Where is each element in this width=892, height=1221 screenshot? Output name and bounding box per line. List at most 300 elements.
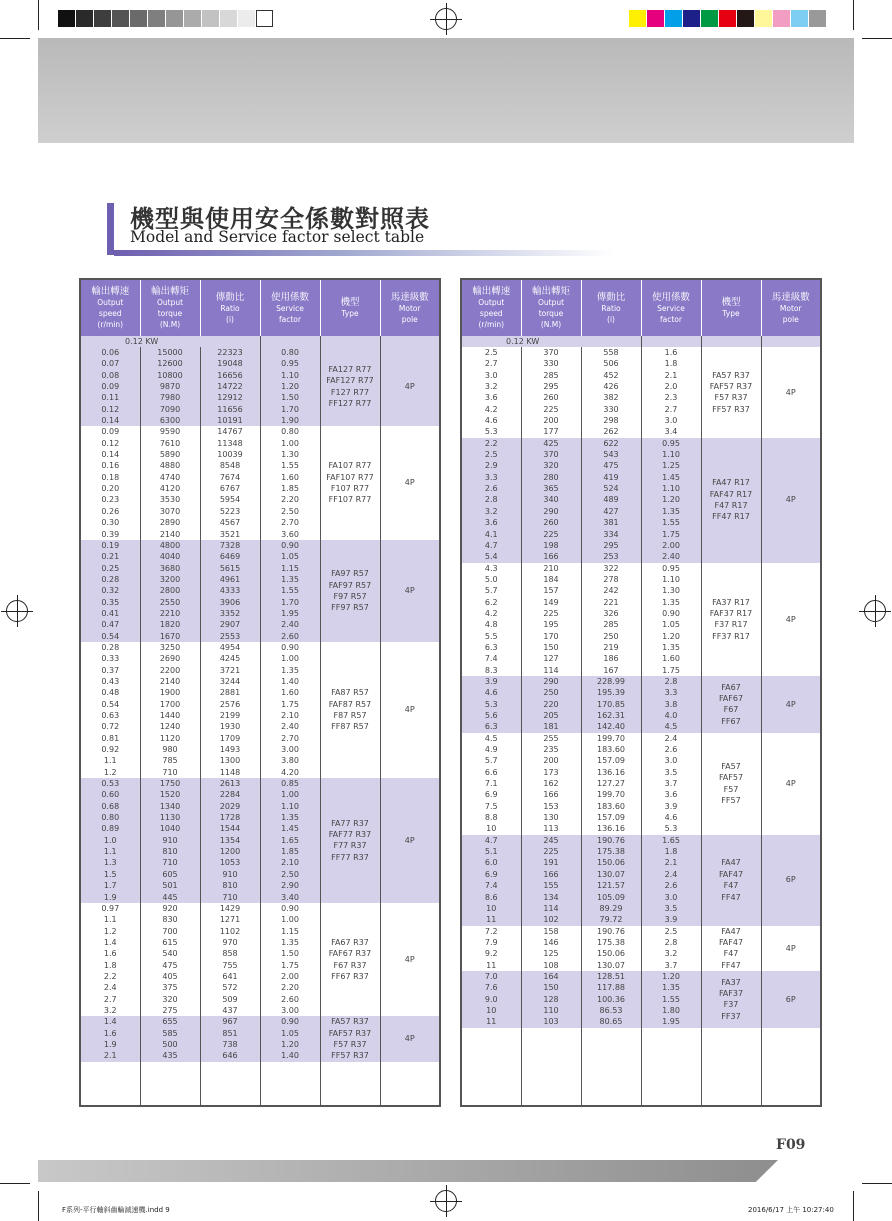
ratio-value: 6469: [219, 552, 241, 562]
ratio-value: 1930: [219, 722, 241, 732]
speed-value: 4.6: [484, 688, 498, 698]
speed-value: 2.8: [484, 495, 498, 505]
service-factor-value: 0.90: [662, 608, 680, 618]
speed-value: 1.9: [103, 1039, 117, 1049]
motor-pole: 6P: [785, 875, 796, 885]
registration-mark-icon: [6, 600, 28, 622]
speed-cell: [461, 676, 521, 733]
ratio-cell: [581, 733, 641, 835]
speed-value: 6.0: [484, 858, 498, 868]
ratio-value: 1728: [219, 813, 241, 823]
column-header: [701, 279, 761, 336]
torque-cell: [521, 563, 581, 676]
service-factor-value: 3.4: [664, 427, 678, 437]
torque-value: 500: [162, 1039, 178, 1049]
service-factor-value: 2.0: [664, 382, 678, 392]
empty-cell: [260, 1062, 320, 1106]
service-factor-value: 1.00: [281, 790, 299, 800]
service-factor-value: 1.75: [662, 665, 680, 675]
ratio-value: 190.76: [597, 835, 625, 845]
service-factor-value: 3.6: [664, 790, 678, 800]
torque-value: 157: [543, 586, 559, 596]
service-factor-value: 2.60: [281, 631, 299, 641]
speed-value: 0.12: [101, 438, 120, 448]
speed-value: 0.92: [101, 745, 120, 755]
speed-value: 1.1: [103, 756, 117, 766]
column-header-en: Motor: [779, 303, 802, 313]
ratio-value: 967: [222, 1017, 238, 1027]
torque-value: 155: [543, 881, 559, 891]
ratio-value: 190.76: [597, 926, 625, 936]
service-factor-value: 3.9: [664, 915, 678, 925]
service-factor-value: 2.40: [281, 722, 299, 732]
power-row-cell: [260, 336, 320, 347]
column-header-en: Motor: [398, 303, 421, 313]
motor-pole-cell: [761, 971, 821, 1028]
torque-value: 128: [543, 994, 559, 1004]
service-factor-value: 0.90: [281, 642, 299, 652]
ratio-value: 3721: [219, 665, 241, 675]
ratio-value: 382: [603, 393, 619, 403]
service-factor-value: 1.35: [662, 506, 680, 516]
ratio-value: 228.99: [597, 676, 625, 686]
torque-cell: [521, 835, 581, 926]
model-type: FF67: [721, 716, 741, 726]
torque-cell: [521, 676, 581, 733]
speed-value: 0.08: [101, 370, 120, 380]
speed-value: 3.2: [484, 382, 498, 392]
service-factor-value: 1.10: [662, 450, 680, 460]
table-row-group: [80, 1016, 440, 1061]
speed-value: 0.35: [101, 597, 120, 607]
speed-value: 0.18: [101, 472, 120, 482]
ratio-value: 199.70: [597, 733, 625, 743]
service-factor-value: 1.40: [281, 676, 299, 686]
speed-value: 0.37: [101, 665, 120, 675]
column-header-en: factor: [279, 314, 301, 324]
service-factor-value: 2.50: [281, 506, 299, 516]
service-factor-value: 3.00: [281, 1005, 299, 1015]
model-type: FA87 R57: [331, 688, 369, 698]
ratio-value: 419: [603, 472, 619, 482]
ratio-value: 2029: [219, 801, 241, 811]
ratio-value: 3244: [219, 676, 241, 686]
speed-value: 0.81: [101, 733, 120, 743]
torque-cell: [140, 347, 200, 426]
torque-value: 170: [543, 631, 559, 641]
color-bar-gray: [58, 10, 274, 27]
torque-value: 150: [543, 642, 559, 652]
column-header-zh: 傳動比: [596, 291, 626, 303]
motor-pole-cell: [761, 563, 821, 676]
speed-value: 6.3: [484, 642, 498, 652]
ratio-value: 1493: [219, 745, 241, 755]
column-header-en: (r/min): [478, 320, 505, 329]
speed-value: 3.6: [484, 393, 498, 403]
service-factor-value: 2.10: [281, 711, 299, 720]
torque-value: 435: [162, 1051, 178, 1061]
service-factor-value: 3.0: [664, 892, 678, 902]
speed-cell: [80, 903, 140, 1016]
service-factor-value: 2.90: [281, 881, 299, 891]
service-factor-value: 1.00: [281, 654, 299, 664]
ratio-cell: [200, 540, 260, 642]
table-row-group: [80, 642, 440, 778]
torque-cell: [140, 1016, 200, 1061]
ratio-value: 183.60: [597, 801, 625, 811]
motor-pole-cell: [761, 347, 821, 438]
speed-value: 0.28: [101, 574, 120, 584]
speed-value: 5.7: [484, 756, 498, 766]
service-factor-value: 2.00: [662, 540, 680, 550]
ratio-cell: [581, 926, 641, 971]
torque-value: 146: [543, 937, 559, 947]
torque-cell: [521, 926, 581, 971]
speed-value: 7.2: [484, 926, 498, 936]
speed-value: 1.5: [103, 869, 117, 879]
torque-value: 6300: [159, 416, 181, 426]
registration-mark-icon: [864, 600, 886, 622]
ratio-cell: [581, 563, 641, 676]
empty-cell: [461, 1028, 521, 1106]
column-header-zh: 馬達級數: [771, 291, 810, 303]
model-type: FA67 R37: [331, 937, 369, 947]
torque-value: 320: [543, 461, 559, 471]
service-factor-value: 4.5: [664, 722, 678, 732]
model-type: FAF47: [718, 869, 744, 879]
ratio-value: 1429: [219, 903, 241, 913]
speed-value: 4.7: [484, 540, 498, 550]
model-type: F97 R57: [333, 591, 367, 601]
torque-value: 191: [543, 858, 559, 868]
power-row-cell: [701, 336, 761, 347]
service-factor-value: 1.20: [662, 631, 680, 641]
service-factor-cell: [260, 540, 320, 642]
torque-value: 10800: [157, 370, 183, 380]
speed-value: 0.39: [101, 529, 120, 539]
service-factor-value: 3.9: [664, 801, 678, 811]
torque-value: 1820: [159, 620, 181, 630]
speed-cell: [461, 926, 521, 971]
ratio-value: 175.38: [597, 847, 625, 857]
ratio-value: 7674: [219, 472, 241, 482]
torque-value: 320: [162, 994, 178, 1004]
ratio-value: 851: [222, 1028, 238, 1038]
column-header-en: Output: [97, 298, 124, 307]
ratio-value: 195.39: [597, 688, 625, 698]
ratio-value: 3521: [219, 529, 241, 539]
torque-value: 280: [543, 472, 559, 482]
speed-value: 2.6: [484, 484, 498, 494]
gray-swatch: [58, 10, 75, 27]
speed-value: 0.26: [101, 506, 120, 516]
service-factor-value: 1.55: [662, 518, 680, 528]
model-type: F47: [723, 881, 739, 891]
service-factor-value: 1.35: [662, 642, 680, 652]
model-type: FA77 R37: [331, 818, 369, 828]
service-factor-value: 1.45: [662, 472, 680, 482]
ratio-value: 86.53: [599, 1005, 623, 1015]
model-type: F127 R77: [330, 387, 370, 397]
model-type-cell: [701, 835, 761, 926]
torque-value: 1700: [159, 699, 181, 709]
column-header: [260, 279, 320, 336]
ratio-value: 295: [603, 540, 619, 550]
service-factor-value: 1.90: [281, 416, 299, 426]
service-factor-cell: [641, 971, 701, 1028]
speed-value: 4.3: [484, 563, 498, 573]
ratio-value: 2199: [219, 711, 241, 720]
column-header-en: speed: [479, 309, 503, 318]
column-header: [320, 279, 380, 336]
motor-pole: 4P: [404, 382, 415, 392]
torque-value: 275: [162, 1005, 178, 1015]
motor-pole: 4P: [404, 478, 415, 488]
speed-value: 0.14: [101, 416, 120, 426]
ratio-cell: [581, 438, 641, 563]
ratio-value: 285: [603, 620, 619, 630]
service-factor-value: 3.2: [664, 949, 678, 959]
torque-value: 910: [162, 835, 178, 845]
speed-value: 3.6: [484, 518, 498, 528]
ratio-value: 242: [603, 586, 619, 596]
speed-value: 3.9: [484, 676, 498, 686]
power-row-cell: [641, 336, 701, 347]
model-type-cell: [320, 540, 380, 642]
empty-row: [461, 1028, 821, 1106]
service-factor-value: 1.35: [281, 665, 299, 675]
torque-value: 2210: [159, 608, 181, 618]
ratio-value: 219: [603, 642, 619, 652]
model-type: FF107 R77: [328, 495, 372, 505]
speed-value: 8.6: [484, 892, 498, 902]
speed-value: 4.7: [484, 835, 498, 845]
model-type: FAF57 R37: [709, 382, 753, 392]
model-type: FF97 R57: [331, 603, 369, 613]
ratio-value: 128.51: [597, 971, 625, 981]
service-factor-value: 1.85: [281, 847, 299, 857]
service-factor-value: 1.20: [662, 495, 680, 505]
torque-value: 166: [543, 869, 559, 879]
column-header-en: torque: [157, 309, 183, 318]
torque-value: 260: [543, 518, 559, 528]
ratio-value: 646: [222, 1051, 238, 1061]
torque-value: 7980: [159, 393, 181, 403]
service-factor-value: 3.60: [281, 529, 299, 539]
speed-value: 5.0: [484, 574, 498, 584]
column-header-zh: 輸出轉速: [472, 286, 511, 297]
model-type: F77 R37: [333, 841, 367, 851]
speed-cell: [461, 563, 521, 676]
ratio-value: 10191: [217, 416, 243, 426]
column-header-en: torque: [538, 309, 564, 318]
torque-value: 130: [543, 813, 559, 823]
torque-value: 114: [543, 903, 559, 913]
ratio-value: 298: [603, 416, 619, 426]
torque-value: 12600: [157, 359, 183, 369]
torque-value: 1520: [159, 790, 181, 800]
left-spec-table: [79, 278, 441, 1107]
model-type: FF57 R37: [712, 404, 750, 414]
motor-pole-cell: [380, 778, 440, 903]
speed-value: 2.5: [484, 348, 498, 357]
speed-cell: [461, 733, 521, 835]
ratio-value: 970: [222, 937, 238, 947]
ratio-cell: [200, 903, 260, 1016]
motor-pole-cell: [761, 926, 821, 971]
model-type: FF37: [721, 1011, 741, 1021]
service-factor-value: 2.70: [281, 733, 299, 743]
table-row-group: [80, 540, 440, 642]
motor-pole: 4P: [785, 614, 796, 624]
service-factor-value: 3.7: [664, 960, 678, 970]
service-factor-value: 3.00: [281, 745, 299, 755]
ratio-value: 170.85: [597, 699, 625, 709]
ratio-value: 186: [603, 654, 619, 664]
motor-pole: 4P: [404, 954, 415, 964]
ratio-value: 14722: [217, 382, 243, 392]
ratio-value: 16656: [217, 370, 243, 380]
ratio-value: 2284: [219, 790, 241, 800]
speed-cell: [80, 778, 140, 903]
empty-cell: [701, 1028, 761, 1106]
column-header-en: Ratio: [220, 303, 240, 313]
column-header-zh: 機型: [721, 297, 741, 308]
motor-pole-cell: [761, 835, 821, 926]
service-factor-value: 1.55: [662, 994, 680, 1004]
speed-value: 7.0: [484, 971, 498, 981]
torque-value: 445: [162, 892, 178, 902]
service-factor-value: 1.75: [281, 960, 299, 970]
table-row-group: [80, 778, 440, 903]
page-number: F09: [776, 1137, 806, 1153]
service-factor-value: 0.90: [281, 903, 299, 913]
torque-value: 475: [162, 960, 178, 970]
speed-value: 5.3: [484, 427, 498, 437]
torque-value: 2690: [159, 654, 181, 664]
torque-value: 4040: [159, 552, 181, 562]
torque-value: 370: [543, 348, 559, 357]
model-type: FAF37: [718, 988, 744, 998]
table-row-group: [461, 347, 821, 438]
service-factor-value: 2.4: [664, 733, 678, 743]
speed-value: 1.0: [103, 835, 117, 845]
model-type: FF127 R77: [328, 399, 372, 409]
model-type-cell: [701, 676, 761, 733]
torque-value: 181: [543, 722, 559, 732]
footer-bar: [38, 1160, 778, 1182]
ratio-value: 452: [603, 370, 619, 380]
speed-value: 7.6: [484, 983, 498, 993]
motor-pole: 4P: [785, 699, 796, 709]
torque-cell: [140, 540, 200, 642]
model-type: FAF87 R57: [328, 699, 372, 709]
model-type-cell: [701, 563, 761, 676]
torque-value: 425: [543, 438, 559, 448]
ratio-value: 130.07: [597, 869, 625, 879]
torque-value: 235: [543, 745, 559, 755]
speed-value: 0.54: [101, 699, 120, 709]
column-header-en: pole: [782, 314, 799, 324]
motor-pole-cell: [380, 347, 440, 426]
column-header-en: Type: [722, 309, 740, 318]
empty-cell: [761, 1028, 821, 1106]
ratio-value: 8548: [219, 461, 241, 471]
service-factor-value: 1.60: [281, 688, 299, 698]
speed-value: 4.9: [484, 745, 498, 755]
torque-value: 198: [543, 540, 559, 550]
torque-value: 605: [162, 869, 178, 879]
service-factor-value: 1.30: [662, 586, 680, 596]
torque-value: 3530: [159, 495, 181, 505]
table-row-group: [461, 926, 821, 971]
service-factor-value: 1.30: [281, 450, 299, 460]
speed-value: 8.8: [484, 813, 498, 823]
torque-value: 370: [543, 450, 559, 460]
torque-value: 162: [543, 779, 559, 789]
torque-value: 1130: [159, 813, 181, 823]
column-header-zh: 輸出轉速: [91, 286, 130, 297]
ratio-value: 6767: [219, 484, 241, 494]
speed-value: 0.09: [101, 427, 120, 437]
table-row-group: [80, 903, 440, 1016]
column-header-en: Service: [657, 303, 685, 313]
power-row: [461, 336, 821, 347]
torque-value: 1670: [159, 631, 181, 641]
column-header-en: (N.M): [540, 320, 562, 329]
speed-value: 4.2: [484, 608, 498, 618]
service-factor-cell: [260, 642, 320, 778]
service-factor-cell: [641, 835, 701, 926]
speed-value: 2.2: [103, 971, 117, 981]
column-header-en: factor: [660, 314, 682, 324]
speed-value: 2.9: [484, 461, 498, 471]
service-factor-cell: [641, 347, 701, 438]
torque-value: 1120: [159, 733, 181, 743]
empty-cell: [320, 1062, 380, 1106]
gray-swatch: [202, 10, 219, 27]
service-factor-value: 4.6: [664, 813, 678, 823]
ratio-value: 3352: [219, 608, 241, 618]
speed-value: 0.60: [101, 790, 120, 800]
speed-value: 0.41: [101, 608, 120, 618]
service-factor-value: 1.60: [281, 472, 299, 482]
crop-mark: [0, 38, 30, 39]
speed-value: 0.33: [101, 654, 120, 664]
speed-value: 0.72: [101, 722, 120, 732]
ratio-value: 5223: [219, 506, 241, 516]
motor-pole: 4P: [404, 705, 415, 715]
motor-pole: 4P: [404, 835, 415, 845]
speed-cell: [80, 347, 140, 426]
speed-value: 0.23: [101, 495, 120, 505]
speed-value: 3.0: [484, 370, 498, 380]
power-label: 0.12 KW: [506, 337, 540, 346]
service-factor-value: 0.80: [281, 427, 299, 437]
ratio-cell: [581, 676, 641, 733]
service-factor-value: 1.25: [662, 461, 680, 471]
ratio-value: 136.16: [597, 824, 625, 834]
speed-value: 3.2: [103, 1005, 117, 1015]
ratio-value: 157.09: [597, 813, 625, 823]
model-type: F47: [723, 949, 739, 959]
ratio-value: 641: [222, 971, 238, 981]
torque-value: 290: [543, 676, 559, 686]
model-type-cell: [701, 438, 761, 563]
ratio-value: 509: [222, 994, 238, 1004]
torque-cell: [140, 903, 200, 1016]
empty-row: [80, 1062, 440, 1106]
